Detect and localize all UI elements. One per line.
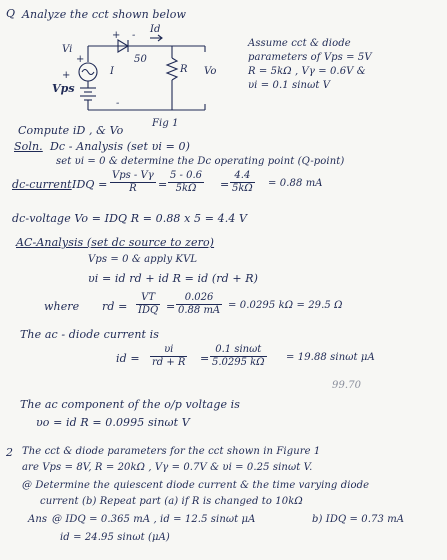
frac-denominator: 5kΩ [232, 183, 253, 194]
answer-line-2: id = 24.95 sinωt (μA) [60, 532, 170, 543]
rd-lhs: rd = [102, 300, 128, 313]
label-vo: Vo [204, 66, 217, 77]
label-minus-bottom: - [116, 98, 120, 109]
label-plus-vi: + [76, 54, 85, 65]
id-frac-2 [210, 344, 267, 369]
label-r: R [180, 64, 188, 75]
frac-denominator: R [129, 183, 137, 194]
answer-a: @ IDQ = 0.365 mA , id = 12.5 sinωt μA [52, 514, 256, 525]
id-result: = 19.88 sinωt μA [286, 352, 375, 363]
ac-line-1: Vps = 0 & apply KVL [88, 254, 198, 265]
label-vd-minus: - [132, 30, 136, 41]
rd-frac-1 [136, 292, 160, 317]
problem-mark: Q [6, 7, 16, 20]
equals-sign: = [158, 178, 168, 191]
q2-line-3: @ Determine the quiescent diode current & the time varying diode [22, 480, 370, 491]
id-frac-1 [150, 344, 187, 369]
frac-numerator: 0.1 sinωt [210, 344, 267, 357]
q2-line-4: current (b) Repeat part (a) if R is changed to 10kΩ [40, 496, 303, 507]
frac-numerator: Vps - Vγ [112, 170, 154, 181]
frac-numerator: 5 - 0.6 [170, 170, 203, 181]
compute-line: Compute iD , & Vo [18, 124, 124, 137]
rd-frac-2 [176, 292, 222, 317]
vo-line: υo = id R = 0.0995 sinωt V [36, 416, 190, 429]
rd-result: = 0.0295 kΩ = 29.5 Ω [228, 300, 343, 311]
question-2-number: 2 [6, 446, 14, 459]
frac-denominator: IDQ [138, 305, 159, 316]
ac-output-intro: The ac component of the o/p voltage is [20, 398, 241, 411]
frac-denominator: 5kΩ [175, 183, 197, 194]
label-plus-vps: + [62, 70, 71, 81]
dc-current-frac-3 [230, 170, 255, 195]
label-vps: Vps [52, 82, 75, 95]
assume-line-4: υi = 0.1 sinωt V [248, 80, 331, 91]
frac-numerator: 0.026 [176, 292, 222, 305]
frac-numerator: VT [136, 292, 160, 305]
equals-sign: = [220, 178, 230, 191]
figure-label: Fig 1 [152, 118, 179, 129]
where-label: where [44, 300, 80, 313]
ac-analysis-heading: AC-Analysis (set dc source to zero) [16, 236, 215, 249]
dc-current-lhs: IDQ = [72, 178, 108, 191]
assume-line-1: Assume cct & diode [248, 38, 351, 49]
assume-line-2: parameters of Vps = 5V [248, 52, 372, 63]
frac-denominator: 0.88 mA [178, 305, 221, 316]
id-lhs: id = [116, 352, 140, 365]
equals-sign: = [200, 352, 210, 365]
q2-line-2: are Vps = 8V, R = 20kΩ , Vγ = 0.7V & υi = 0.25 sinωt V. [22, 462, 313, 473]
dc-current-label: dc-current [12, 178, 72, 191]
dc-voltage-line: dc-voltage Vo = IDQ R = 0.88 x 5 = 4.4 V [12, 212, 248, 225]
dc-current-frac-1 [110, 170, 156, 195]
label-id: Id [150, 24, 161, 35]
answer-b: b) IDQ = 0.73 mA [312, 514, 405, 525]
assume-line-3: R = 5kΩ , Vγ = 0.6V & [248, 66, 366, 77]
dc-analysis-heading: Dc - Analysis (set υi = 0) [50, 140, 190, 153]
label-vi: Vi [62, 44, 73, 55]
id-margin-note: 99.70 [332, 380, 362, 391]
answer-label: Ans [28, 514, 48, 525]
dc-current-result: = 0.88 mA [268, 178, 323, 189]
problem-statement: Analyze the cct shown below [22, 8, 187, 21]
dc-analysis-cont: set υi = 0 & determine the Dc operating point (Q-point) [56, 156, 345, 167]
frac-numerator: υi [150, 344, 187, 357]
ac-current-intro: The ac - diode current is [20, 328, 160, 341]
ac-line-2: υi = id rd + id R = id (rd + R) [88, 272, 259, 285]
frac-denominator: 5.0295 kΩ [212, 357, 265, 368]
label-vd-plus: + [112, 30, 121, 41]
solution-label: Soln. [14, 140, 43, 153]
label-rd: 50 [134, 54, 147, 65]
label-ri: I [110, 66, 115, 77]
equals-sign: = [166, 300, 176, 313]
q2-line-1: The cct & diode parameters for the cct shown in Figure 1 [22, 446, 321, 457]
frac-numerator: 4.4 [230, 170, 255, 183]
frac-denominator: rd + R [152, 357, 186, 368]
dc-current-frac-2 [168, 170, 204, 195]
